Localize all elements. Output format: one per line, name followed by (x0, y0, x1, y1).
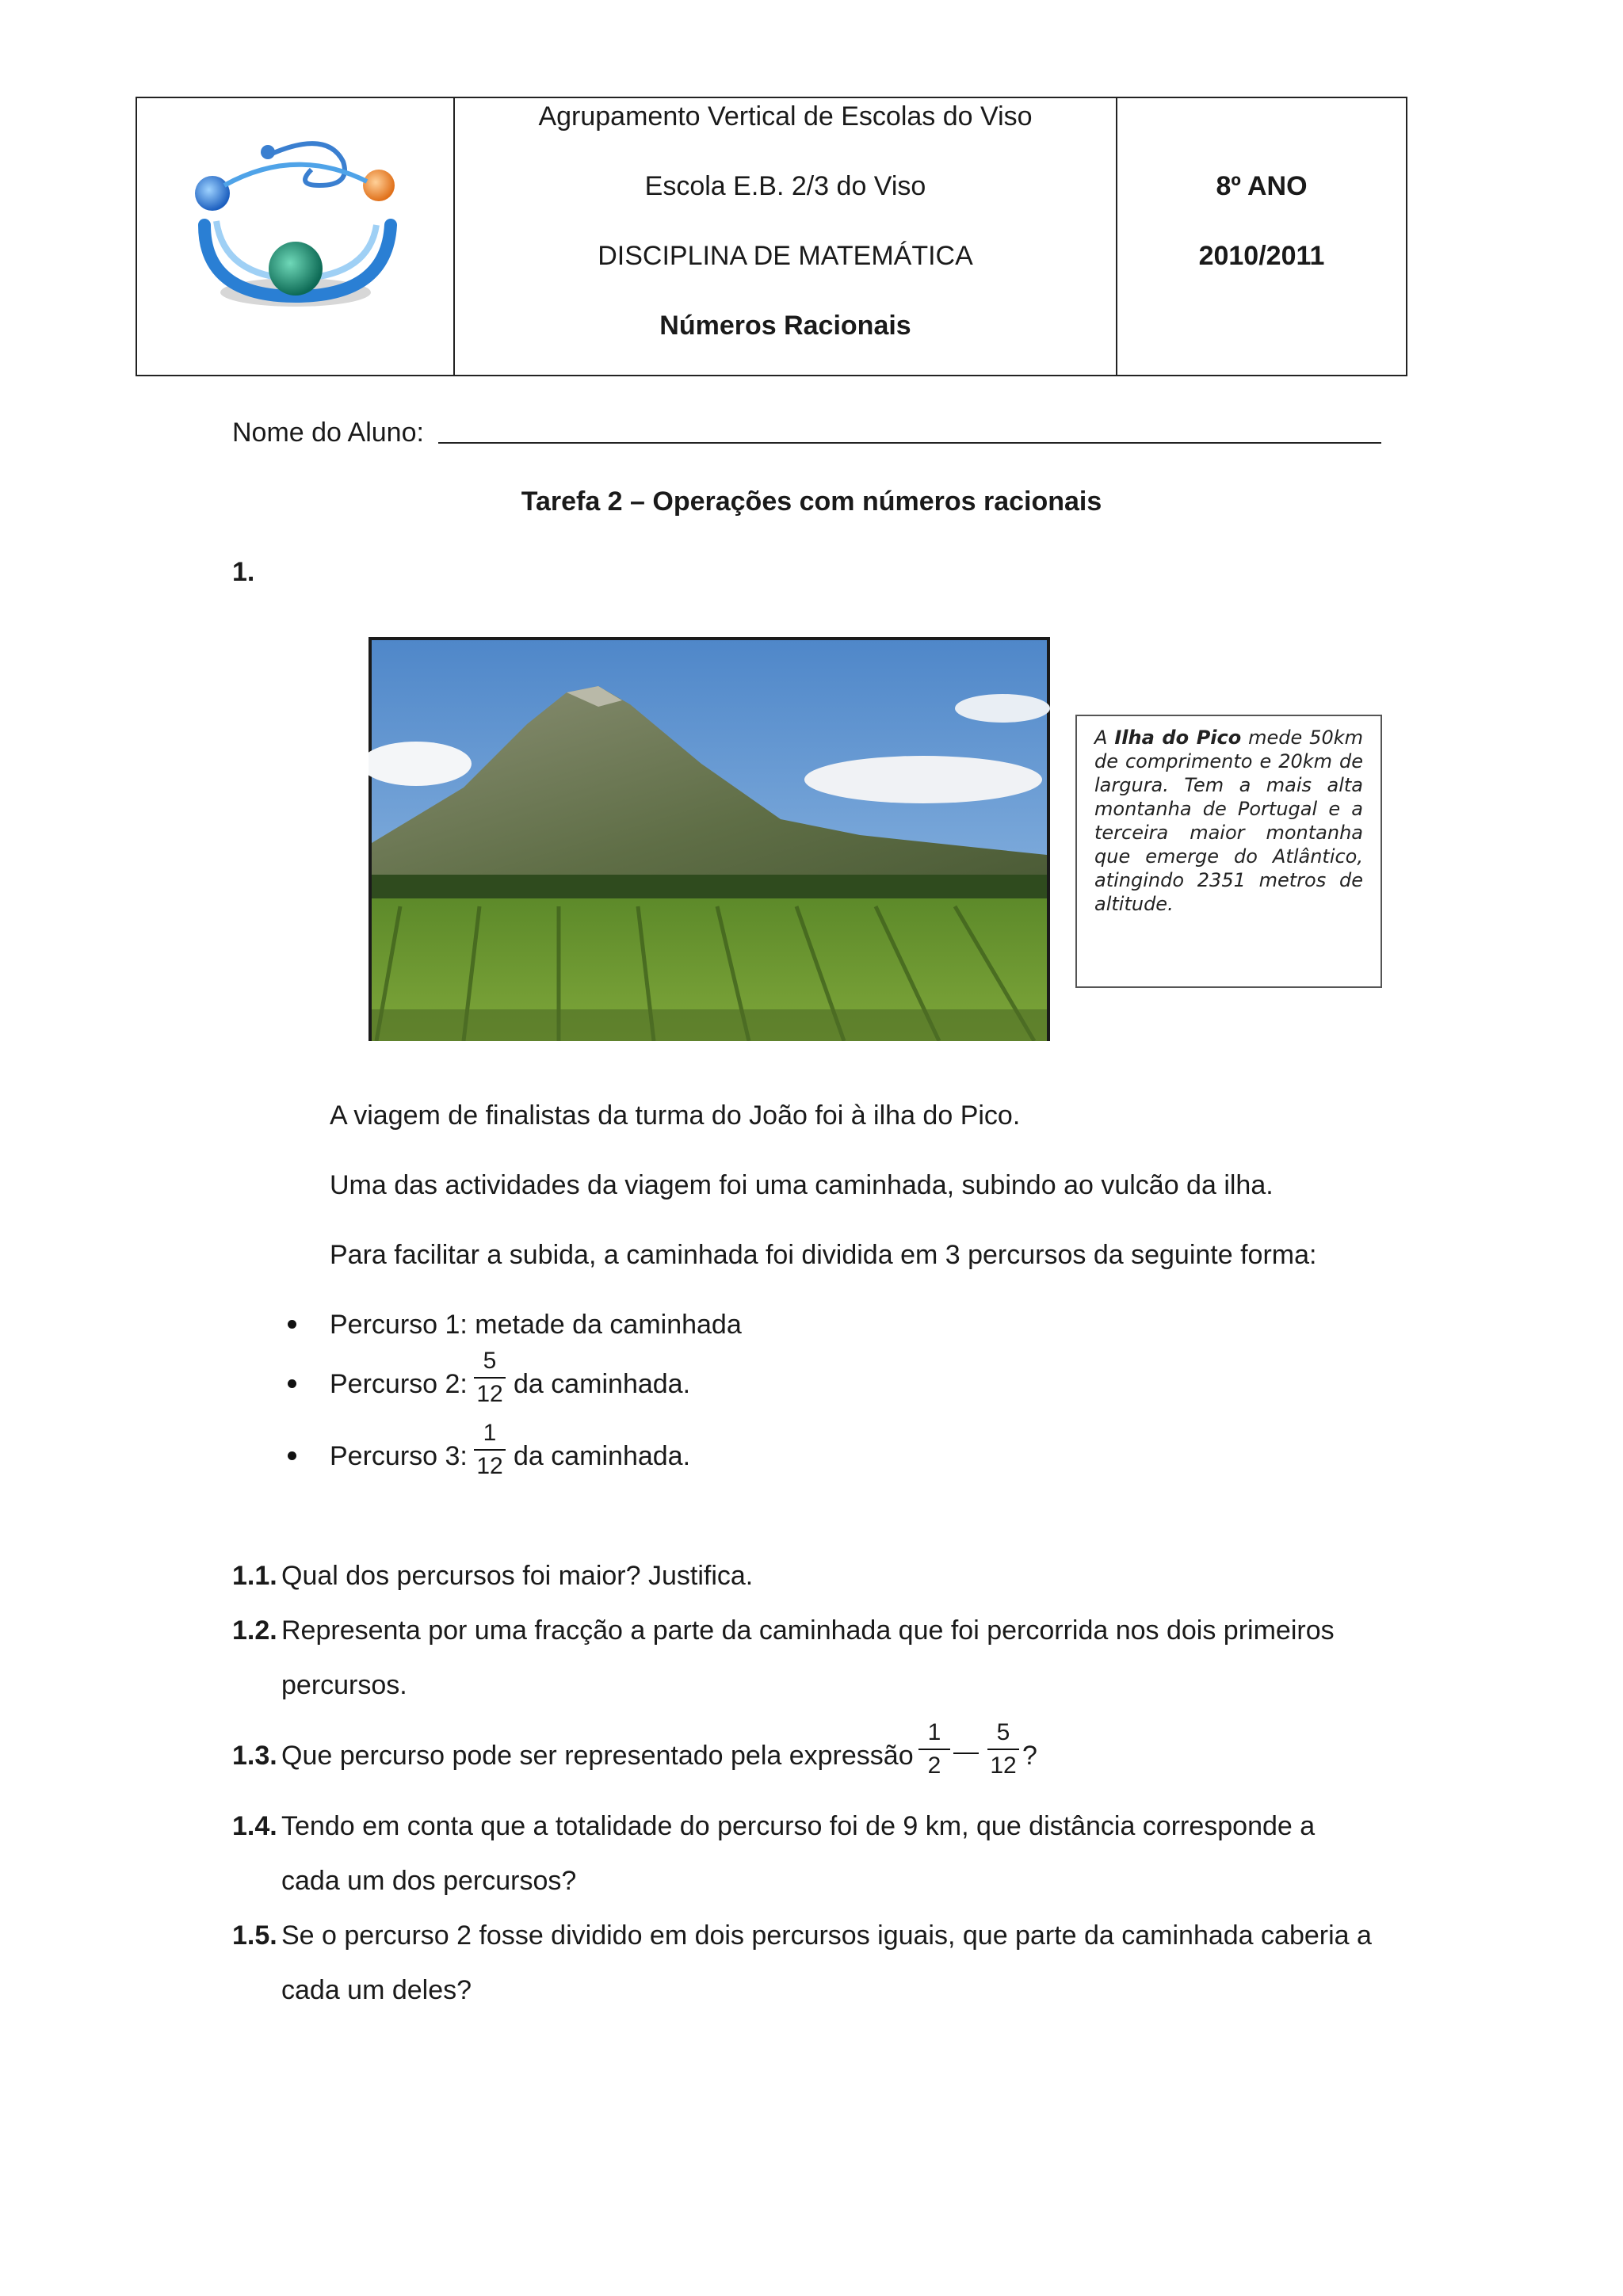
intro-line-2: Uma das actividades da viagem foi uma caminhada, subindo ao vulcão da ilha. (330, 1170, 1274, 1200)
pico-island-photo (369, 637, 1050, 1041)
exercise-number: 1. (232, 557, 255, 587)
intro-line-3: Para facilitar a subida, a caminhada foi dividida em 3 percursos da seguinte forma: (330, 1240, 1317, 1270)
header-table (136, 97, 1407, 376)
school-name: Escola E.B. 2/3 do Viso (644, 171, 926, 201)
percurso-3-tail: da caminhada. (514, 1441, 691, 1471)
fraction-denominator: 12 (476, 1381, 503, 1407)
question-1-3: Que percurso pode ser representado pela expressão (281, 1741, 914, 1771)
question-1-3-number: 1.3. (232, 1741, 277, 1771)
question-1-3-end: ? (1022, 1741, 1037, 1771)
discipline: DISCIPLINA DE MATEMÁTICA (598, 241, 973, 271)
grade: 8º ANO (1216, 171, 1308, 201)
question-1-1-number: 1.1. (232, 1561, 277, 1591)
question-1-2-number: 1.2. (232, 1615, 277, 1646)
question-1-2-line-2: percursos. (281, 1670, 407, 1700)
fraction-5-12-expression (986, 1718, 1021, 1780)
question-1-5-number: 1.5. (232, 1920, 277, 1951)
fraction-numerator: 1 (927, 1719, 941, 1745)
info-island-name: Ilha do Pico (1114, 727, 1242, 749)
percurso-2-tail: da caminhada. (514, 1369, 691, 1399)
percurso-2-label: Percurso 2: (330, 1369, 468, 1399)
info-prefix: A (1094, 727, 1115, 749)
fraction-numerator: 5 (483, 1348, 497, 1374)
question-1-4-line-1: Tendo em conta que a totalidade do percurso foi de 9 km, que distância corresponde a (281, 1811, 1316, 1841)
pico-info-box (1075, 715, 1382, 988)
school-logo (137, 98, 455, 375)
question-1-4-number: 1.4. (232, 1811, 277, 1841)
fraction-numerator: 1 (483, 1420, 497, 1446)
bullet-dot (288, 1320, 296, 1329)
percurso-3-label: Percurso 3: (330, 1441, 468, 1471)
logo-cell (137, 98, 455, 375)
bullet-dot (288, 1379, 296, 1388)
fraction-5-12 (472, 1347, 507, 1409)
question-1-4-line-2: cada um dos percursos? (281, 1866, 577, 1896)
question-1-5-line-2: cada um deles? (281, 1975, 472, 2005)
question-1-1: Qual dos percursos foi maior? Justifica. (281, 1561, 754, 1591)
school-year: 2010/2011 (1198, 241, 1325, 271)
student-name-field[interactable] (438, 442, 1381, 444)
fraction-denominator: 12 (476, 1453, 503, 1479)
percurso-1: Percurso 1: metade da caminhada (330, 1310, 742, 1340)
question-1-2-line-1: Representa por uma fracção a parte da caminhada que foi percorrida nos dois primeiros (281, 1615, 1335, 1646)
topic: Números Racionais (659, 311, 911, 341)
header-info-cell (1117, 98, 1406, 375)
student-name-label: Nome do Aluno: (232, 418, 424, 448)
question-1-5-line-1: Se o percurso 2 fosse dividido em dois percursos iguais, que parte da caminhada caberia a (281, 1920, 1372, 1951)
fraction-1-2 (917, 1718, 952, 1780)
bullet-dot (288, 1451, 296, 1460)
info-text: mede 50km de comprimento e 20km de largura. Tem a mais alta montanha de Portugal e a terceira maior montanha que emerge do Atlântico, atingindo 2351 metros de altitude. (1094, 727, 1364, 915)
minus-sign (953, 1753, 979, 1754)
fraction-numerator: 5 (996, 1719, 1010, 1745)
task-title: Tarefa 2 – Operações com números racionais (521, 486, 1102, 517)
school-group: Agrupamento Vertical de Escolas do Viso (538, 101, 1033, 132)
intro-line-1: A viagem de finalistas da turma do João foi à ilha do Pico. (330, 1100, 1021, 1131)
fraction-denominator: 2 (927, 1753, 941, 1779)
header-title-cell (455, 98, 1117, 375)
fraction-1-12 (472, 1419, 507, 1481)
fraction-denominator: 12 (990, 1753, 1017, 1779)
